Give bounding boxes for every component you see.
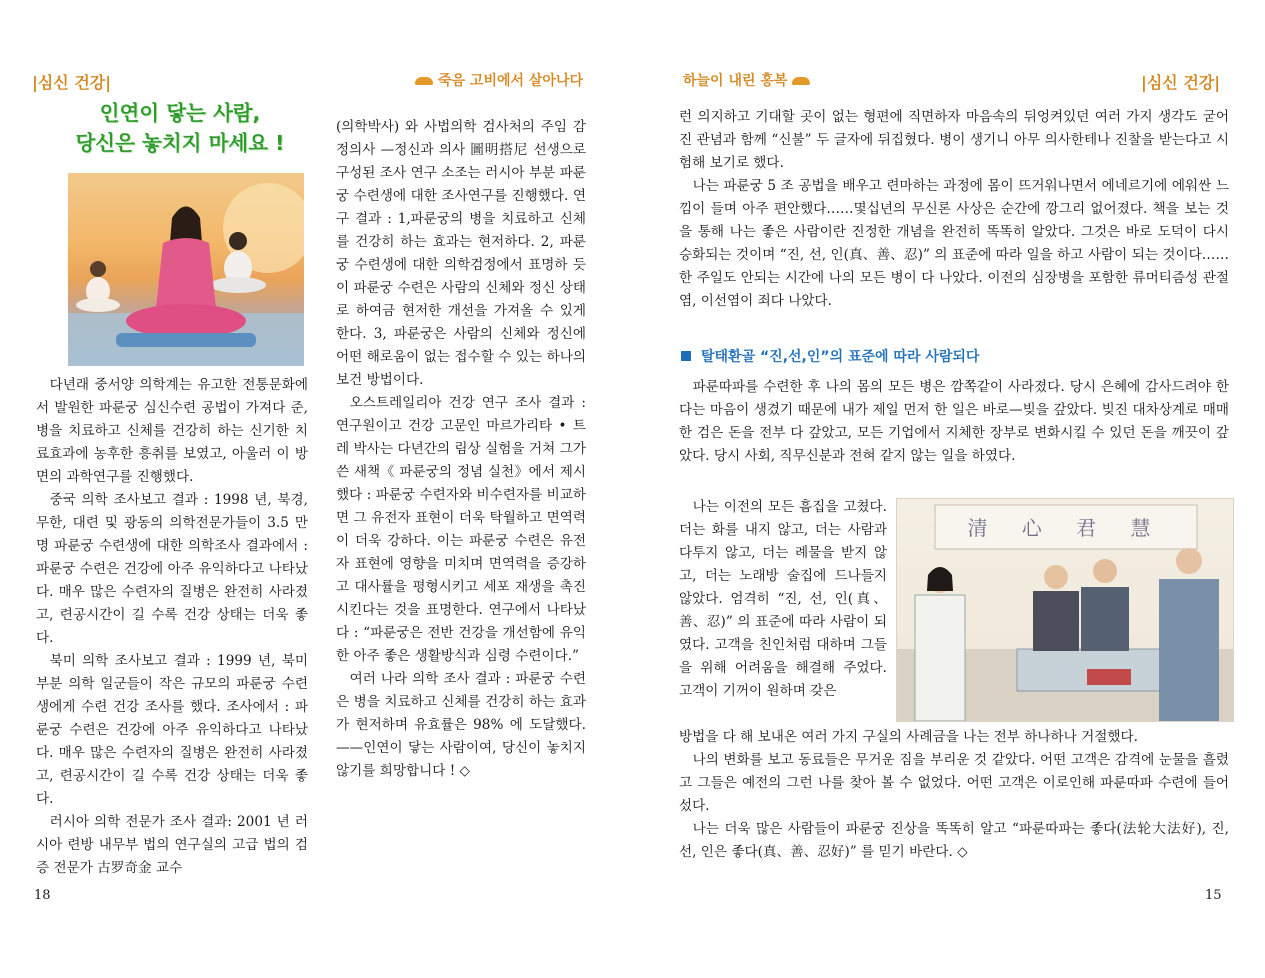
meditation-photo [68, 173, 304, 366]
meditation-illustration [68, 173, 304, 366]
paragraph: 여러 나라 의학 조사 결과 : 파룬궁 수련은 병을 치료하고 신체를 건강히 하는 효과가 현저하며 유효률은 98% 에 도달했다.——인연이 닿는 사람이여, 당신이 놓치지 않기를 희망합니다 ! ◇ [336, 671, 586, 779]
left-running-title [410, 70, 583, 90]
article-title-line-2: 당신은 놓치지 마세요 ! [75, 131, 285, 155]
right-page [633, 0, 1265, 978]
right-section-header: |심신 건강| [1141, 73, 1221, 92]
paragraph: 나는 파룬궁 5 조 공법을 배우고 련마하는 과정에 몸이 뜨거워나면서 에네르기에 에워싼 느낌이 들며 아주 편안했다……몇십년의 무신론 사상은 순간에 깡그리 없어졌다. 책을 보는 것을 통해 나는 좋은 사람이란 진정한 개념을 완전히 똑똑히 알았다. 그것은 바로 도덕이 다시 승화되는 것이며 “진, 선, 인(真、善、忍)” 의 표준에 따라 일을 하고 사람이 되는 것이다……한 주일도 안되는 시간에 나의 모든 병이 다 나았다. 이전의 심장병을 포함한 류머티즘성 관절염, 이선염이 죄다 나았다. [679, 178, 1229, 309]
cloud-ornament-icon [415, 77, 433, 85]
cloud-ornament-icon [792, 77, 810, 85]
left-section-header: |심신 건강| [32, 73, 112, 92]
paragraph: 러시아 의학 전문가 조사 결과: 2001 년 러시아 련방 내무부 법의 연구실의 고급 법의 검증 전문가 古罗奇金 교수 [36, 814, 308, 876]
subheading [681, 346, 979, 366]
paragraph: 나는 더욱 많은 사람들이 파룬궁 진상을 똑똑히 알고 “파룬따파는 좋다(法轮大法好), 진, 선, 인은 좋다(真、善、忍好)” 를 믿기 바란다. ◇ [679, 821, 1229, 860]
paragraph: 중국 의학 조사보고 결과 : 1998 년, 북경, 무한, 대련 및 광동의 의학전문가들이 3.5 만명 파룬궁 수련생에 대한 의학조사 결과에서 : 파룬궁 수련은 건강에 아주 유익하다고 나타났다. 매우 많은 수련자의 질병은 완전히 사라졌고, 련공시간이 길 수록 건강 상태는 더욱 좋다. [36, 492, 308, 646]
right-bottom-text [679, 726, 1229, 864]
paragraph: 방법을 다 해 보내온 여러 가지 구실의 사례금을 나는 전부 하나하나 거절했다. [679, 729, 1138, 745]
left-page [0, 0, 632, 978]
scroll-calligraphy: 清 心 君 慧 [967, 516, 1165, 540]
left-column-1 [36, 374, 308, 880]
paragraph: (의학박사) 와 사법의학 검사처의 주임 감정의사 —정신과 의사 圖明搭尼 선생으로 구성된 조사 연구 소조는 러시아 부분 파룬궁 수련생에 대한 조사연구를 진행했다. 연구 결과 : 1,파룬궁의 병을 치료하고 신체를 건강히 하는 효과는 현저하다. 2, 파룬궁 수련생에 대한 의학검정에서 표명하 듯이 파룬궁 수련은 사람의 신체와 정신 상태로 하여금 현저한 개선을 가져올 수 있게 한다. 3, 파룬궁은 사람의 신체와 정신에 어떤 해로움이 없는 접수할 수 있는 하나의 보건 방법이다. [336, 119, 586, 388]
paragraph: 나의 변화를 보고 동료들은 무거운 짐을 부리운 것 같았다. 어떤 고객은 감격에 눈물을 흘렸고 그들은 예전의 그런 나를 찾아 볼 수 없었다. 어떤 고객은 이로인해 파룬따파 수련에 들어섰다. [679, 752, 1229, 814]
subheading-text: 탈태환골 “진,선,인”의 표준에 따라 사람되다 [701, 349, 980, 365]
right-wrap-text [679, 496, 887, 703]
page-number-right: 15 [1205, 888, 1222, 903]
square-bullet-icon [681, 351, 691, 361]
article-title-line-1: 인연이 닿는 사람, [99, 101, 261, 125]
right-top-text [679, 106, 1229, 313]
paragraph: 북미 의학 조사보고 결과 : 1999 년, 북미 부분 의학 일군들이 작은 규모의 파룬궁 수련생에게 수련 건강 조사를 했다. 조사에서 : 파룬궁 수련은 건강에 아주 유익하다고 나타났다. 매우 많은 수련자의 질병은 완전히 사라졌고, 련공시간이 길 수록 건강 상태는 더욱 좋다. [36, 653, 308, 807]
right-running-title-text: 하늘이 내린 홍복 [683, 73, 788, 89]
paragraph: 나는 이전의 모든 흠집을 고쳤다. 더는 화를 내지 않고, 더는 사람과 다투지 않고, 더는 례물을 받지 않고, 더는 노래방 술집에 드나들지 않았다. 엄격히 “진, 선, 인(真、善、忍)” 의 표준에 따라 사람이 되였다. 고객을 친인처럼 대하며 그들을 위해 어려움을 해결해 주었다. 고객이 기꺼이 원하며 갖은 [679, 499, 887, 699]
office-scene-illustration [897, 499, 1233, 721]
left-column-2 [336, 116, 586, 783]
right-middle-text [679, 376, 1229, 468]
paragraph: 런 의지하고 기대할 곳이 없는 형편에 직면하자 마음속의 뒤엉켜있던 여러 가지 생각도 굳어진 관념과 함께 “신불” 두 글자에 뒤집혔다. 병이 생기니 아무 의사한테나 진찰을 받는다고 시험해 보기로 했다. [679, 109, 1229, 171]
paragraph: 다년래 중서양 의학계는 유고한 전통문화에서 발원한 파룬궁 심신수련 공법이 가져다 준, 병을 치료하고 신체를 건강히 하는 신기한 치료효과에 농후한 흥취를 보였고, 아울러 이 방면의 과학연구를 진행했다. [36, 377, 308, 485]
left-running-title-text: 죽음 고비에서 살아나다 [438, 73, 583, 89]
right-running-title [683, 70, 815, 90]
office-illustration [896, 498, 1234, 722]
paragraph: 오스트레일리아 건강 연구 조사 결과 : 연구원이고 건강 고문인 마르가리타 • 트레 박사는 다년간의 림상 실험을 거쳐 그가 쓴 새책《 파룬궁의 정념 실천》에서 제시했다 : 파룬궁 수련자와 비수련자를 비교하면 그 유전자 표현이 더욱 탁월하고 면역력이 더욱 강하다. 이는 파룬궁 수련은 유전자 표현에 영향을 미치며 면역력을 증강하고 대사률을 평형시키고 세포 재생을 촉진시킨다는 것을 표명한다. 연구에서 나타났다 : “파룬궁은 전반 건강을 개선함에 유익한 아주 좋은 생활방식과 심령 수련이다.” [336, 395, 586, 664]
article-title [60, 98, 300, 158]
page-number-left: 18 [34, 888, 51, 903]
paragraph: 파룬따파를 수련한 후 나의 몸의 모든 병은 깜쪽같이 사라졌다. 당시 은혜에 감사드려야 한다는 마음이 생겼기 때문에 내가 제일 먼저 한 일은 바로—빚을 갚았다. 빚진 대차상계로 매매한 검은 돈을 전부 다 갚았고, 모든 기업에서 지체한 장부로 변화시킬 수 있던 돈을 깨끗이 갚았다. 당시 사회, 직무신분과 전혀 같지 않는 일을 하였다. [679, 379, 1229, 464]
